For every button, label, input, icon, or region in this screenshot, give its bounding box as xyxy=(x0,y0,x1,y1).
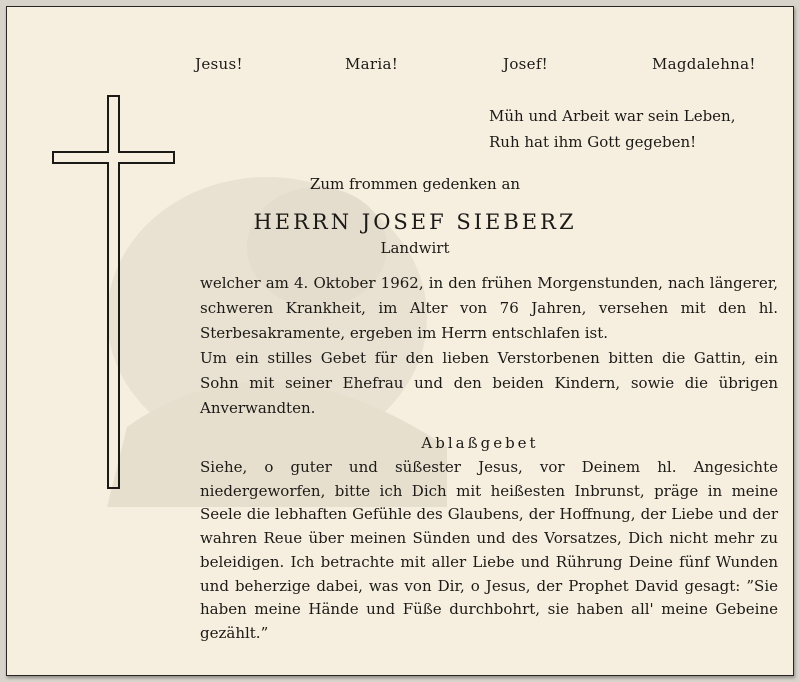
intro-line: Zum frommen gedenken an xyxy=(309,175,521,193)
obituary-text xyxy=(200,271,778,421)
occupation: Landwirt xyxy=(380,239,450,257)
header-name-magdalehna: Magdalehna! xyxy=(652,55,756,73)
deceased-name: HERRN JOSEF SIEBERZ xyxy=(253,210,577,234)
header-name-josef: Josef! xyxy=(503,55,548,73)
header-name-maria: Maria! xyxy=(345,55,399,73)
paragraph-prayer-request: Um ein stilles Gebet für den lieben Verstorbenen bitten die Gattin, ein Sohn mit seiner Ehefrau und den beiden Kindern, sowie die übrigen Anverwandten. xyxy=(200,349,778,417)
header-name-jesus: Jesus! xyxy=(195,55,243,73)
cross-icon xyxy=(52,95,176,489)
prayer-text: Siehe, o guter und süßester Jesus, vor Deinem hl. Angesichte niedergeworfen, bitte ich Dich mit heißesten Inbrunst, präge in meine Seele die lebhaften Gefühle des Glaubens, der Hoffnung, der Liebe und der wahren Reue über meinen Sünden und des Vorsatzes, Dich nicht mehr zu beleidigen. Ich betrachte mit aller Liebe und Rührung Deine fünf Wunden und beherzige dabei, was von Dir, o Jesus, der Prophet David gesagt: ”Sie haben meine Hände und Füße durchbohrt, sie haben all' meine Gebeine gezählt.” xyxy=(200,458,778,642)
verse xyxy=(489,103,735,155)
memorial-card xyxy=(6,6,794,676)
verse-line-1: Müh und Arbeit war sein Leben, xyxy=(489,107,736,125)
paragraph-death-notice: welcher am 4. Oktober 1962, in den frühen Morgenstunden, nach längerer, schweren Krankheit, im Alter von 76 Jahren, versehen mit den hl. Sterbesakramente, ergeben im Herrn entschlafen ist. xyxy=(200,274,778,342)
verse-line-2: Ruh hat ihm Gott gegeben! xyxy=(489,133,697,151)
prayer-title: Ablaßgebet xyxy=(421,434,539,452)
